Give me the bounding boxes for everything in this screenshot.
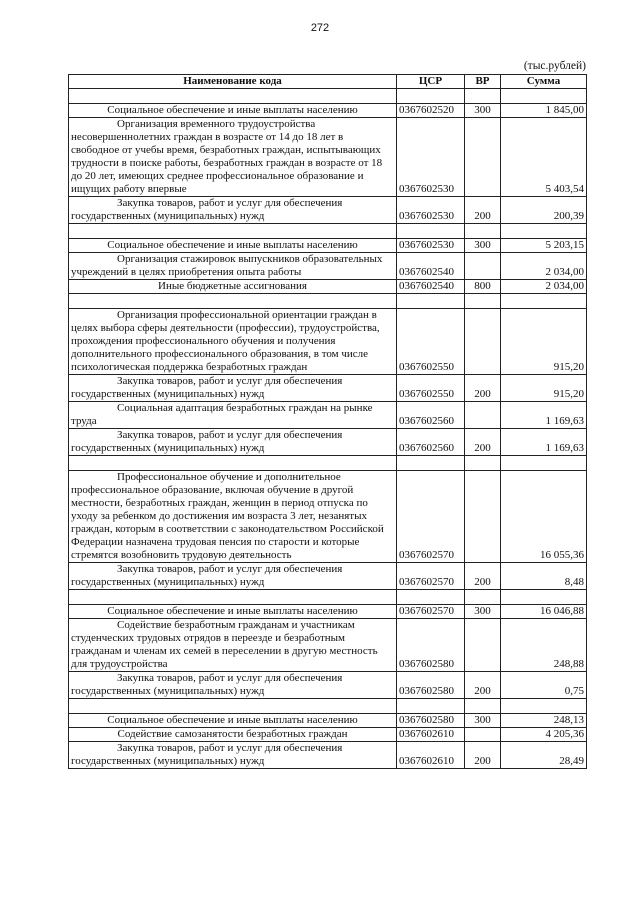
row-name: Закупка товаров, работ и услуг для обеспечения государственных (муниципальных) нужд <box>71 429 343 454</box>
table-row <box>69 402 587 429</box>
table-row <box>69 699 587 714</box>
row-name: Содействие безработным гражданам и участникам студенческих трудовых отрядов в переезде и безработным гражданам и членам их семей в переселении в другую местность для трудоустройства <box>71 619 378 670</box>
row-csr: 0367602530 <box>397 118 465 197</box>
row-vr <box>465 619 501 672</box>
row-sum: 1 845,00 <box>501 104 587 118</box>
table-row <box>69 429 587 456</box>
row-name: Социальное обеспечение и иные выплаты населению <box>69 714 397 728</box>
row-vr: 300 <box>465 104 501 118</box>
row-name: Закупка товаров, работ и услуг для обеспечения государственных (муниципальных) нужд <box>71 742 343 767</box>
row-name: Социальное обеспечение и иные выплаты населению <box>69 605 397 619</box>
row-csr: 0367602580 <box>397 619 465 672</box>
row-csr: 0367602580 <box>397 714 465 728</box>
row-csr: 0367602610 <box>397 742 465 769</box>
row-vr <box>465 728 501 742</box>
row-csr: 0367602560 <box>397 402 465 429</box>
row-name: Организация профессиональной ориентации граждан в целях выбора сферы деятельности (профессии), трудоустройства, прохождения профессионального обучения и получения дополнительного профессионального образования, в том числе психологическая поддержка безработных граждан <box>71 309 380 373</box>
page-number: 272 <box>310 22 330 34</box>
row-vr <box>465 402 501 429</box>
row-name: Закупка товаров, работ и услуг для обеспечения государственных (муниципальных) нужд <box>71 197 343 222</box>
row-vr: 800 <box>465 280 501 294</box>
row-sum: 16 055,36 <box>501 471 587 563</box>
row-vr: 300 <box>465 239 501 253</box>
row-sum: 28,49 <box>501 742 587 769</box>
row-csr: 0367602540 <box>397 280 465 294</box>
row-sum: 4 205,36 <box>501 728 587 742</box>
budget-table <box>68 74 587 769</box>
row-vr: 200 <box>465 429 501 456</box>
row-sum: 915,20 <box>501 309 587 375</box>
row-vr: 200 <box>465 672 501 699</box>
row-vr: 300 <box>465 605 501 619</box>
row-vr: 200 <box>465 375 501 402</box>
row-name: Организация стажировок выпускников образовательных учреждений в целях приобретения опыта работы <box>71 253 383 278</box>
row-csr: 0367602580 <box>397 672 465 699</box>
row-name: Иные бюджетные ассигнования <box>69 280 397 294</box>
header-name: Наименование кода <box>69 75 397 89</box>
table-row <box>69 280 587 294</box>
table-row <box>69 619 587 672</box>
table-row <box>69 239 587 253</box>
row-vr <box>465 253 501 280</box>
table-row <box>69 294 587 309</box>
row-csr: 0367602550 <box>397 375 465 402</box>
row-sum: 16 046,88 <box>501 605 587 619</box>
table-row <box>69 224 587 239</box>
table-row <box>69 104 587 118</box>
table-row <box>69 118 587 197</box>
row-vr <box>465 471 501 563</box>
row-sum: 915,20 <box>501 375 587 402</box>
table-row <box>69 605 587 619</box>
header-sum: Сумма <box>501 75 587 89</box>
row-csr: 0367602570 <box>397 605 465 619</box>
row-csr: 0367602540 <box>397 253 465 280</box>
row-csr: 0367602570 <box>397 563 465 590</box>
row-name: Закупка товаров, работ и услуг для обеспечения государственных (муниципальных) нужд <box>71 563 343 588</box>
row-name: Содействие самозанятости безработных граждан <box>69 728 397 742</box>
row-name: Закупка товаров, работ и услуг для обеспечения государственных (муниципальных) нужд <box>71 375 343 400</box>
row-sum: 200,39 <box>501 197 587 224</box>
units-label: (тыс.рублей) <box>523 60 586 72</box>
row-vr <box>465 118 501 197</box>
row-sum: 8,48 <box>501 563 587 590</box>
table-header-row <box>69 75 587 89</box>
row-name: Организация временного трудоустройства несовершеннолетних граждан в возрасте от 14 до 18 лет в свободное от учебы время, безработных граждан, испытывающих трудности в поиске работы, безработных граждан в возрасте от 18 до 20 лет, имеющих среднее профессиональное образование и ищущих работу впервые <box>71 118 383 195</box>
row-sum: 0,75 <box>501 672 587 699</box>
row-sum: 2 034,00 <box>501 253 587 280</box>
table-row <box>69 253 587 280</box>
row-vr: 200 <box>465 197 501 224</box>
row-sum: 5 203,15 <box>501 239 587 253</box>
header-csr: ЦСР <box>397 75 465 89</box>
table-row <box>69 197 587 224</box>
table-row <box>69 375 587 402</box>
table-row <box>69 471 587 563</box>
table-row <box>69 309 587 375</box>
row-sum: 1 169,63 <box>501 429 587 456</box>
row-csr: 0367602520 <box>397 104 465 118</box>
row-vr <box>465 309 501 375</box>
row-name: Социальное обеспечение и иные выплаты населению <box>69 239 397 253</box>
row-name: Закупка товаров, работ и услуг для обеспечения государственных (муниципальных) нужд <box>71 672 343 697</box>
row-csr: 0367602550 <box>397 309 465 375</box>
table-row <box>69 590 587 605</box>
row-sum: 1 169,63 <box>501 402 587 429</box>
table-row <box>69 728 587 742</box>
row-vr: 200 <box>465 563 501 590</box>
table-row <box>69 672 587 699</box>
table-row <box>69 714 587 728</box>
table-row <box>69 456 587 471</box>
row-name: Социальная адаптация безработных граждан на рынке труда <box>71 402 373 427</box>
row-sum: 5 403,54 <box>501 118 587 197</box>
row-csr: 0367602570 <box>397 471 465 563</box>
row-csr: 0367602560 <box>397 429 465 456</box>
row-vr: 300 <box>465 714 501 728</box>
row-sum: 248,88 <box>501 619 587 672</box>
row-sum: 2 034,00 <box>501 280 587 294</box>
table-row <box>69 742 587 769</box>
row-csr: 0367602610 <box>397 728 465 742</box>
row-vr: 200 <box>465 742 501 769</box>
table-row <box>69 563 587 590</box>
header-vr: ВР <box>465 75 501 89</box>
row-name: Социальное обеспечение и иные выплаты населению <box>69 104 397 118</box>
row-name: Профессиональное обучение и дополнительное профессиональное образование, включая обучение в другой местности, безработных граждан, женщин в период отпуска по уходу за ребенком до достижения им возраста 3 лет, незанятых граждан, которым в соответствии с законодательством Российской Федерации назначена трудовая пенсия по старости и которые стремятся возобновить трудовую деятельность <box>71 471 384 561</box>
row-csr: 0367602530 <box>397 197 465 224</box>
table-row <box>69 89 587 104</box>
row-sum: 248,13 <box>501 714 587 728</box>
row-csr: 0367602530 <box>397 239 465 253</box>
